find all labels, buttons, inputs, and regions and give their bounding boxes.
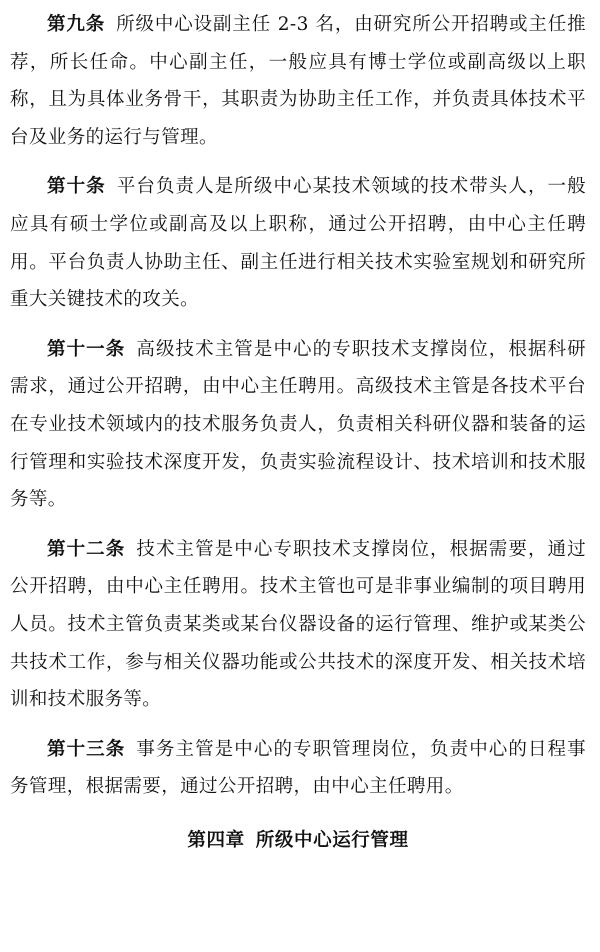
chapter-number: 第四章 [187,829,245,851]
article-title: 第十一条 [47,338,126,360]
article-title: 第十条 [47,176,106,198]
article-title: 第十二条 [47,538,126,560]
article-9 [10,6,586,156]
article-title: 第九条 [47,14,106,35]
article-11 [10,331,586,519]
article-body: 事务主管是中心的专职管理岗位，负责中心的日程事务管理，根据需要，通过公开招聘，由中心主任聘用。 [10,738,586,798]
article-body: 平台负责人是所级中心某技术领域的技术带头人，一般应具有硕士学位或副高及以上职称，通过公开招聘，由中心主任聘用。平台负责人协助主任、副主任进行相关技术实验室规划和研究所重大关键技术的攻关。 [10,176,586,311]
article-body: 技术主管是中心专职技术支撑岗位，根据需要，通过公开招聘，由中心主任聘用。技术主管也可是非事业编制的项目聘用人员。技术主管负责某类或某台仪器设备的运行管理、维护或某类公共技术工作，参与相关仪器功能或公共技术的深度开发、相关技术培训和技术服务等。 [10,538,586,711]
chapter-heading [10,822,586,860]
article-title: 第十三条 [47,738,126,760]
article-body: 高级技术主管是中心的专职技术支撑岗位，根据科研需求，通过公开招聘，由中心主任聘用。高级技术主管是各技术平台在专业技术领域内的技术服务负责人，负责相关科研仪器和装备的运行管理和实验技术深度开发，负责实验流程设计、技术培训和技术服务等。 [10,338,586,511]
article-12 [10,531,586,719]
article-13 [10,731,586,806]
chapter-title: 所级中心运行管理 [255,829,409,851]
article-body: 所级中心设副主任 2-3 名，由研究所公开招聘或主任推荐，所长任命。中心副主任，一般应具有博士学位或副高级以上职称，且为具体业务骨干，其职责为协助主任工作，并负责具体技术平台及业务的运行与管理。 [10,14,587,148]
article-10 [10,168,586,318]
